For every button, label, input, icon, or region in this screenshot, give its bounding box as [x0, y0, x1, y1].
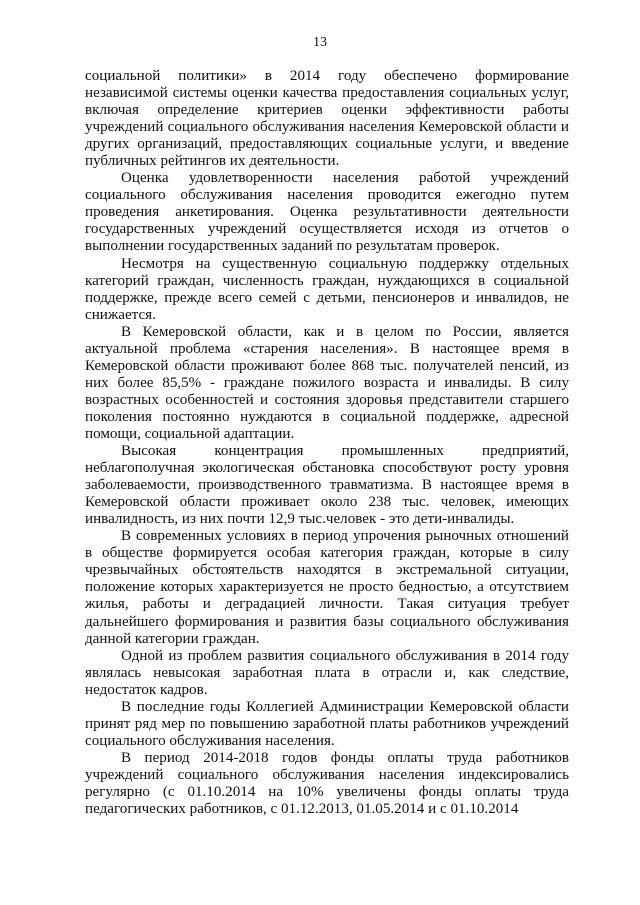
- paragraph-2: Оценка удовлетворенности населения работой учреждений социального обслуживания населения проводится ежегодно путем проведения анкетирования. Оценка результативности деятельности государственных учреждений осуществляется исходя из отчетов о выполнении государственных заданий по результатам проверок.: [85, 170, 569, 255]
- paragraph-1: социальной политики» в 2014 году обеспечено формирование независимой системы оценки качества предоставления социальных услуг, включая определение критериев оценки эффективности работы учреждений социального обслуживания населения Кемеровской области и других организаций, предоставляющих социальные услуги, и введение публичных рейтингов их деятельности.: [85, 68, 569, 170]
- page-number: 13: [313, 35, 327, 50]
- document-body: [85, 68, 569, 818]
- paragraph-8: В последние годы Коллегией Администрации Кемеровской области принят ряд мер по повышению заработной платы работников учреждений социального обслуживания населения.: [85, 698, 569, 749]
- paragraph-4: В Кемеровской области, как и в целом по России, является актуальной проблема «старения населения». В настоящее время в Кемеровской области проживают более 868 тыс. получателей пенсий, из них более 85,5% - граждане пожилого возраста и инвалиды. В силу возрастных особенностей и состояния здоровья представители старшего поколения постоянно нуждаются в социальной поддержке, адресной помощи, социальной адаптации.: [85, 323, 569, 442]
- paragraph-5: Высокая концентрация промышленных предприятий, неблагополучная экологическая обстановка способствуют росту уровня заболеваемости, производственного травматизма. В настоящее время в Кемеровской области проживает около 238 тыс. человек, имеющих инвалидность, из них почти 12,9 тыс.человек - это дети-инвалиды.: [85, 443, 569, 528]
- paragraph-7: Одной из проблем развития социального обслуживания в 2014 году являлась невысокая заработная плата в отрасли и, как следствие, недостаток кадров.: [85, 647, 569, 698]
- paragraph-6: В современных условиях в период упрочения рыночных отношений в обществе формируется особая категория граждан, которые в силу чрезвычайных обстоятельств находятся в экстремальной ситуации, положение которых характеризуется не просто бедностью, а отсутствием жилья, работы и деградацией личности. Такая ситуация требует дальнейшего формирования и развития базы социального обслуживания данной категории граждан.: [85, 528, 569, 647]
- paragraph-9: В период 2014-2018 годов фонды оплаты труда работников учреждений социального обслуживания населения индексировались регулярно (с 01.10.2014 на 10% увеличены фонды оплаты труда педагогических работников, с 01.12.2013, 01.05.2014 и с 01.10.2014: [85, 749, 569, 818]
- paragraph-3: Несмотря на существенную социальную поддержку отдельных категорий граждан, численность граждан, нуждающихся в социальной поддержке, прежде всего семей с детьми, пенсионеров и инвалидов, не снижается.: [85, 255, 569, 323]
